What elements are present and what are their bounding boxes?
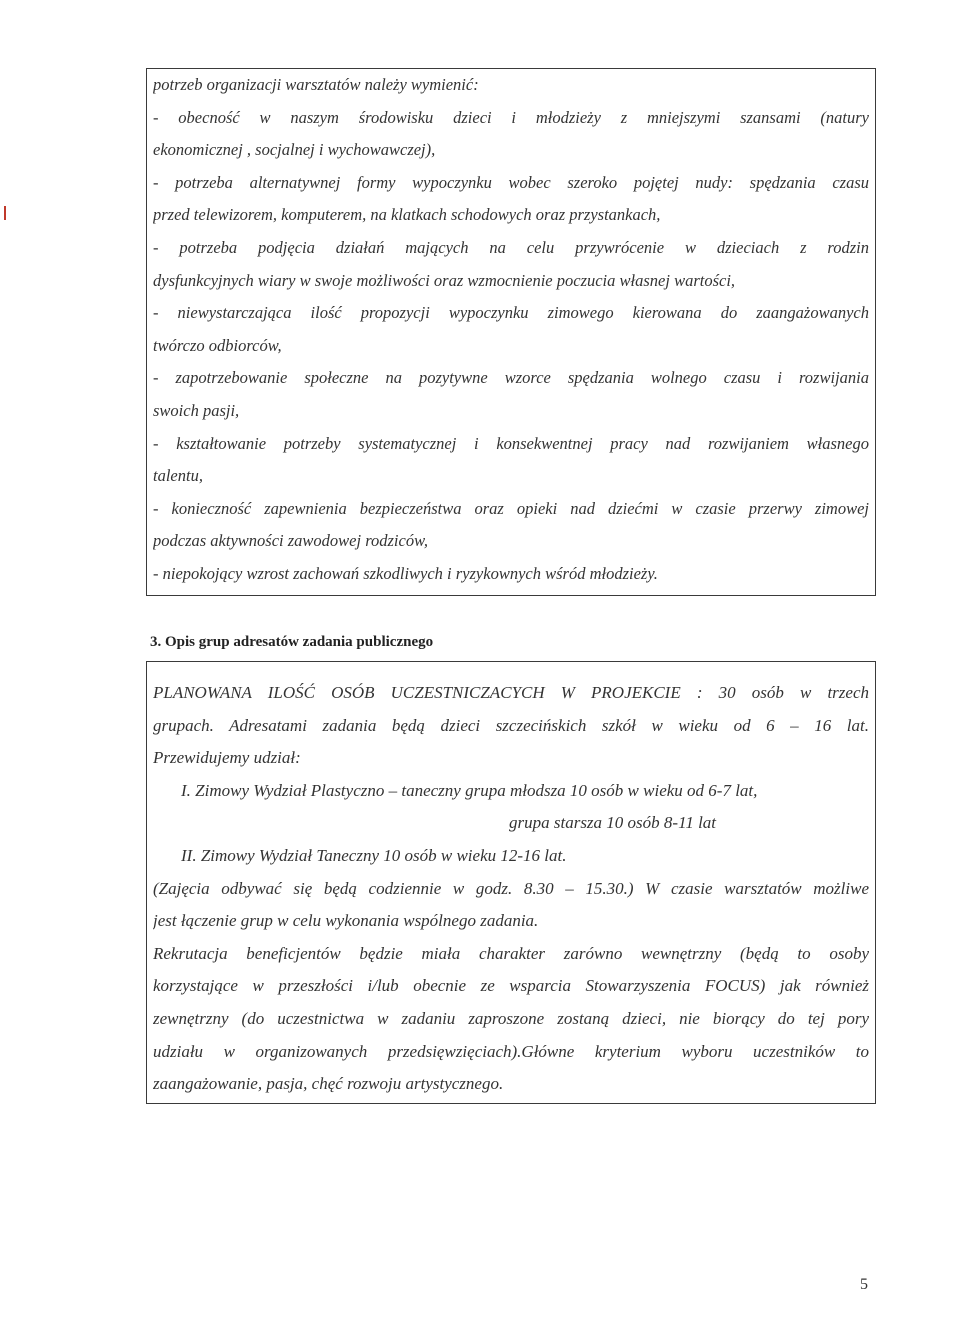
text-line: talentu, — [153, 466, 203, 486]
text-line: - zapotrzebowanie społeczne na pozytywne wzorce spędzania wolnego czasu i rozwijania — [153, 368, 869, 388]
text-line: - potrzeba podjęcia działań mających na celu przywrócenie w dzieciach z rodzin — [153, 237, 869, 257]
text-line: twórczo odbiorców, — [153, 335, 282, 355]
text-line: potrzeb organizacji warsztatów należy wymienić: — [153, 75, 479, 94]
text-line: grupach. Adresatami zadania będą dzieci szczecińskich szkół w wieku od 6 – 16 lat. — [153, 715, 869, 735]
text-line: jest łączenie grup w celu wykonania wspólnego zadania. — [153, 911, 539, 931]
text-line: podczas aktywności zawodowej rodziców, — [153, 531, 428, 551]
list-item: II. Zimowy Wydział Taneczny 10 osób w wieku 12-16 lat. — [181, 845, 567, 865]
text-line: swoich pasji, — [153, 400, 240, 420]
text-line: - konieczność zapewnienia bezpieczeństwa oraz opieki nad dziećmi w czasie przerwy zimowej — [153, 498, 869, 518]
text-line: - potrzeba alternatywnej formy wypoczynku wobec szeroko pojętej nudy: spędzania czasu — [153, 172, 869, 192]
margin-mark — [4, 206, 6, 220]
page-number: 5 — [860, 1276, 868, 1293]
text-line: Przewidujemy udział: — [153, 748, 301, 768]
text-line: przed telewizorem, komputerem, na klatkach schodowych oraz przystankach, — [153, 205, 661, 225]
list-item: I. Zimowy Wydział Plastyczno – taneczny grupa młodsza 10 osób w wieku od 6-7 lat, — [181, 780, 758, 800]
target-groups-box — [146, 661, 876, 1104]
list-item: grupa starsza 10 osób 8-11 lat — [509, 813, 717, 833]
text-line: udziału w organizowanych przedsięwzięciach).Główne kryterium wyboru uczestników to — [153, 1041, 869, 1061]
text-line: dysfunkcyjnych wiary w swoje możliwości oraz wzmocnienie poczucia własnej wartości, — [153, 270, 736, 290]
text-line: zaangażowanie, pasja, chęć rozwoju artystycznego. — [153, 1074, 504, 1094]
text-line: korzystające w przeszłości i/lub obecnie ze wsparcia Stowarzyszenia FOCUS) jak również — [153, 976, 869, 996]
text-line: PLANOWANA ILOŚĆ OSÓB UCZESTNICZACYCH W PROJEKCIE : 30 osób w trzech — [153, 683, 869, 702]
text-line: - obecność w naszym środowisku dzieci i młodzieży z mniejszymi szansami (natury — [153, 107, 869, 127]
text-line: zewnętrzny (do uczestnictwa w zadaniu zaproszone zostaną dzieci, nie biorący do tej pory — [153, 1008, 869, 1028]
text-line: ekonomicznej , socjalnej i wychowawczej), — [153, 140, 436, 160]
section-heading: 3. Opis grup adresatów zadania publicznego — [150, 634, 434, 650]
text-line: - niepokojący wzrost zachowań szkodliwych i ryzykownych wśród młodzieży. — [153, 563, 658, 583]
text-line: (Zajęcia odbywać się będą codziennie w godz. 8.30 – 15.30.) W czasie warsztatów możliwe — [153, 878, 869, 898]
needs-list-box — [146, 68, 876, 596]
text-line: - kształtowanie potrzeby systematycznej i konsekwentnej pracy nad rozwijaniem własnego — [153, 433, 869, 453]
text-line: - niewystarczająca ilość propozycji wypoczynku zimowego kierowana do zaangażowanych — [153, 303, 869, 323]
text-line: Rekrutacja beneficjentów będzie miała charakter zarówno wewnętrzny (będą to osoby — [153, 943, 869, 963]
